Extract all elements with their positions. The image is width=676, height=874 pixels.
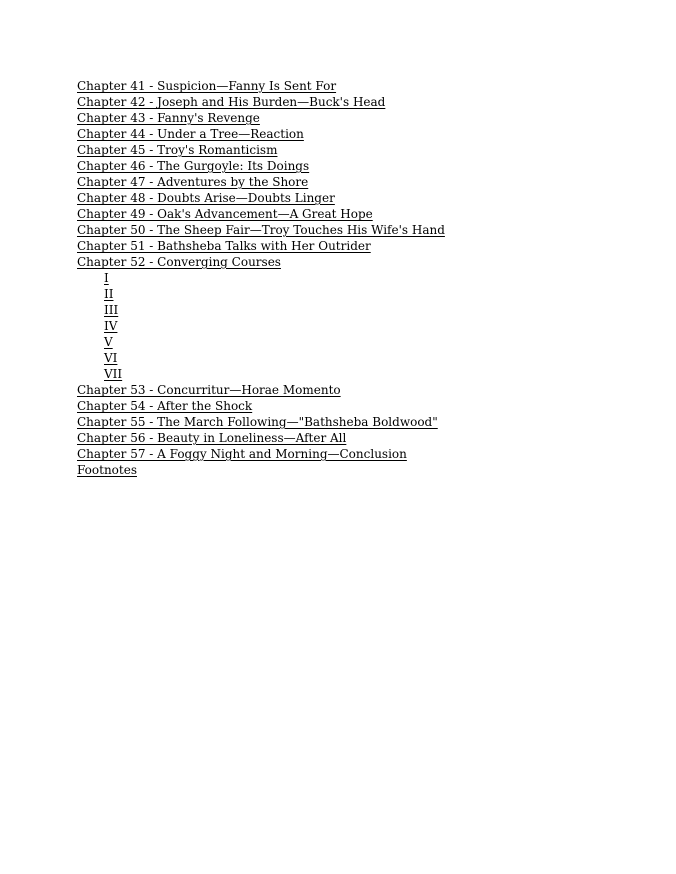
toc-link-chapter-42[interactable]: Chapter 42 - Joseph and His Burden—Buck's Head (77, 95, 386, 109)
toc-link-chapter-50[interactable]: Chapter 50 - The Sheep Fair—Troy Touches His Wife's Hand (77, 223, 445, 237)
toc-link-chapter-54[interactable]: Chapter 54 - After the Shock (77, 399, 253, 413)
toc-link-chapter-45[interactable]: Chapter 45 - Troy's Romanticism (77, 143, 278, 157)
toc-link-chapter-57[interactable]: Chapter 57 - A Foggy Night and Morning—Conclusion (77, 447, 407, 461)
toc-link-chapter-48[interactable]: Chapter 48 - Doubts Arise—Doubts Linger (77, 191, 335, 205)
toc-link-chapter-52-part-4[interactable]: IV (104, 319, 118, 333)
toc-link-chapter-49[interactable]: Chapter 49 - Oak's Advancement—A Great Hope (77, 207, 373, 221)
toc-link-chapter-52-part-3[interactable]: III (104, 303, 119, 317)
toc-link-chapter-41[interactable]: Chapter 41 - Suspicion—Fanny Is Sent For (77, 79, 337, 93)
toc-item (77, 94, 445, 110)
toc-link-chapter-52-part-5[interactable]: V (104, 335, 113, 349)
toc-link-chapter-52-part-1[interactable]: I (104, 271, 109, 285)
toc-item (77, 254, 445, 270)
toc-link-chapter-52-part-7[interactable]: VII (104, 367, 123, 381)
toc-link-chapter-43[interactable]: Chapter 43 - Fanny's Revenge (77, 111, 260, 125)
toc-link-chapter-52[interactable]: Chapter 52 - Converging Courses (77, 255, 281, 269)
toc-subitem (77, 318, 445, 334)
toc-subitem (77, 286, 445, 302)
toc-item (77, 126, 445, 142)
toc-item (77, 382, 445, 398)
toc-item (77, 206, 445, 222)
toc-item (77, 462, 445, 478)
toc-subitem (77, 334, 445, 350)
toc-item (77, 174, 445, 190)
toc-subitem (77, 270, 445, 286)
toc-item (77, 430, 445, 446)
toc-item (77, 158, 445, 174)
toc-item (77, 414, 445, 430)
toc-item (77, 110, 445, 126)
toc-link-chapter-53[interactable]: Chapter 53 - Concurritur—Horae Momento (77, 383, 341, 397)
toc-item (77, 222, 445, 238)
toc-link-chapter-51[interactable]: Chapter 51 - Bathsheba Talks with Her Outrider (77, 239, 371, 253)
table-of-contents (77, 78, 445, 478)
toc-link-chapter-55[interactable]: Chapter 55 - The March Following—"Bathsheba Boldwood" (77, 415, 438, 429)
toc-link-footnotes[interactable]: Footnotes (77, 463, 137, 477)
toc-item (77, 398, 445, 414)
toc-item (77, 78, 445, 94)
toc-link-chapter-44[interactable]: Chapter 44 - Under a Tree—Reaction (77, 127, 304, 141)
toc-subitem (77, 366, 445, 382)
toc-item (77, 142, 445, 158)
toc-item (77, 238, 445, 254)
toc-link-chapter-47[interactable]: Chapter 47 - Adventures by the Shore (77, 175, 309, 189)
toc-link-chapter-52-part-2[interactable]: II (104, 287, 114, 301)
toc-item (77, 190, 445, 206)
toc-subitem (77, 302, 445, 318)
toc-link-chapter-56[interactable]: Chapter 56 - Beauty in Loneliness—After All (77, 431, 347, 445)
toc-item (77, 446, 445, 462)
toc-link-chapter-46[interactable]: Chapter 46 - The Gurgoyle: Its Doings (77, 159, 310, 173)
toc-subitem (77, 350, 445, 366)
toc-link-chapter-52-part-6[interactable]: VI (104, 351, 118, 365)
